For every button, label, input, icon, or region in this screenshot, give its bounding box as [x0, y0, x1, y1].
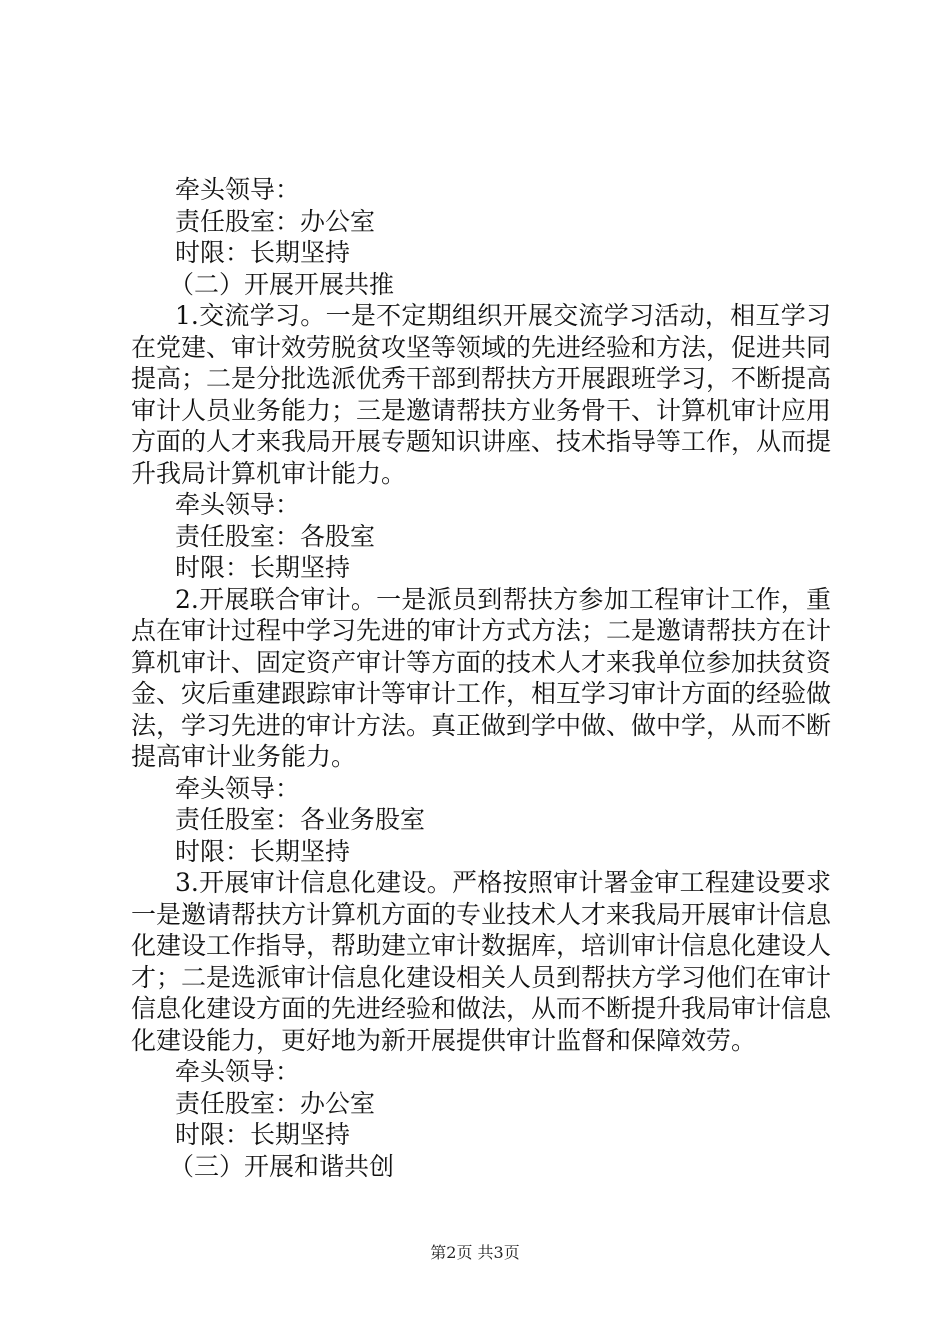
page-footer: [0, 1243, 950, 1263]
time-limit-field: 时限：长期坚持: [175, 553, 351, 582]
section-heading: （二）开展开展共推: [169, 269, 395, 299]
lead-leader-field: 牵头领导：: [175, 773, 301, 803]
body-paragraph: 1.交流学习。一是不定期组织开展交流学习活动，相互学习在党建、审计效劳脱贫攻坚等领域的先进经验和方法，促进共同提高；二是分批选派优秀干部到帮扶方开展跟班学习，不断提高审计人员业务能力；三是邀请帮扶方业务骨干、计算机审计应用方面的人才来我局开展专题知识讲座、技术指导等工作，从而提升我局计算机审计能力。: [131, 301, 832, 488]
responsible-office-field: 责任股室：办公室: [175, 206, 376, 236]
responsible-office-field: 责任股室：各业务股室: [175, 805, 426, 834]
responsible-office-field: 责任股室：办公室: [175, 1088, 376, 1118]
lead-leader-field: 牵头领导：: [175, 1057, 301, 1086]
section-heading: （三）开展和谐共创: [169, 1151, 395, 1181]
body-paragraph: 2.开展联合审计。一是派员到帮扶方参加工程审计工作，重点在审计过程中学习先进的审计方式方法；二是邀请帮扶方在计算机审计、固定资产审计等方面的技术人才来我单位参加扶贫资金、灾后重建跟踪审计等审计工作，相互学习审计方面的经验做法，学习先进的审计方法。真正做到学中做、做中学，从而不断提高审计业务能力。: [131, 584, 832, 771]
time-limit-field: 时限：长期坚持: [175, 238, 351, 267]
body-paragraph: 3.开展审计信息化建设。严格按照审计署金审工程建设要求一是邀请帮扶方计算机方面的专业技术人才来我局开展审计信息化建设工作指导，帮助建立审计数据库，培训审计信息化建设人才；二是选派审计信息化建设相关人员到帮扶方学习他们在审计信息化建设方面的先进经验和做法，从而不断提升我局审计信息化建设能力，更好地为新开展提供审计监督和保障效劳。: [131, 868, 832, 1055]
lead-leader-field: 牵头领导：: [175, 175, 301, 204]
time-limit-field: 时限：长期坚持: [175, 1120, 351, 1149]
time-limit-field: 时限：长期坚持: [175, 836, 351, 866]
page-number: 第2页 共3页: [430, 1243, 520, 1262]
document-body: [131, 174, 831, 1182]
lead-leader-field: 牵头领导：: [175, 490, 301, 519]
responsible-office-field: 责任股室：各股室: [175, 521, 376, 551]
